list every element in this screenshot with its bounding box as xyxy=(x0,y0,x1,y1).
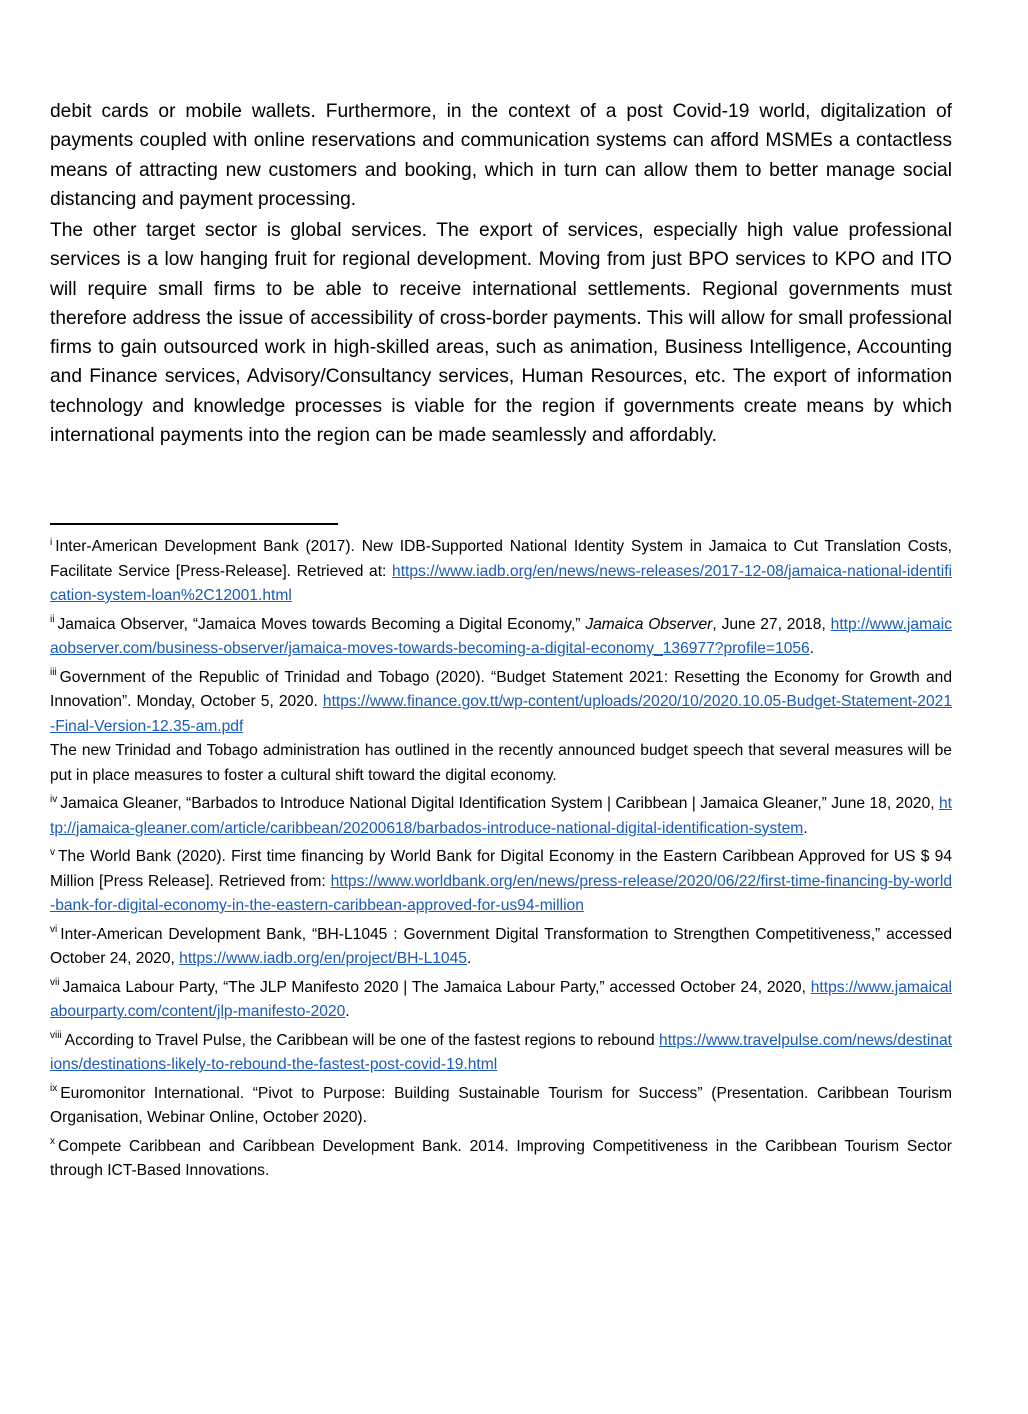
footnote-text: Jamaica Labour Party, “The JLP Manifesto 2020 | The Jamaica Labour Party,” accessed October 24, 2020, xyxy=(62,978,811,996)
footnote-note: The new Trinidad and Tobago administration has outlined in the recently announced budget speech that several measures will be put in place measures to foster a cultural shift toward the digital economy. xyxy=(50,742,952,784)
footnote-iv xyxy=(50,792,952,841)
footnote-text: , June 27, 2018, xyxy=(712,615,831,633)
footnote-link[interactable]: https://www.jamaicalabourparty.com/content/jlp-manifesto-2020 xyxy=(50,978,952,1020)
footnote-text: . xyxy=(466,950,472,967)
footnote-text: Compete Caribbean and Caribbean Development Bank. 2014. Improving Competitiveness in the Caribbean Tourism Sector through ICT-Based Innovations. xyxy=(50,1137,952,1179)
footnote-marker: viii xyxy=(50,1030,62,1042)
footnote-marker: i xyxy=(50,536,53,548)
footnote-marker: ii xyxy=(50,614,55,626)
footnote-link[interactable]: https://www.finance.gov.tt/wp-content/uploads/2020/10/2020.10.05-Budget-Statement-2021-Final-Version-12.35-am.pdf xyxy=(50,693,952,735)
footnote-marker: x xyxy=(50,1136,55,1148)
body-paragraph-1: debit cards or mobile wallets. Furthermore, in the context of a post Covid-19 world, digitalization of payments coupled with online reservations and communication systems can afford MSMEs a contactless means of attracting new customers and booking, which in turn can allow them to better manage social distancing and payment processing. xyxy=(50,101,952,210)
footnote-link[interactable]: https://www.travelpulse.com/news/destinations/destinations-likely-to-rebound-the-fastest-post-covid-19.html xyxy=(50,1031,952,1073)
footnote-link[interactable]: http://www.jamaicaobserver.com/business-observer/jamaica-moves-towards-becoming-a-digital-economy_136977?profile=1056 xyxy=(50,615,952,657)
footnote-text: . xyxy=(809,640,815,657)
footnote-text: The World Bank (2020). First time financing by World Bank for Digital Economy in the Eastern Caribbean Approved for US $ 94 Million [Press Release]. Retrieved from: xyxy=(50,848,952,890)
footnote-marker: iii xyxy=(50,667,57,679)
footnote-iii xyxy=(50,666,952,789)
footnote-v xyxy=(50,845,952,919)
footnote-text: Euromonitor International. “Pivot to Purpose: Building Sustainable Tourism for Success” (Presentation. Caribbean Tourism Organisation, Webinar Online, October 2020). xyxy=(50,1084,952,1126)
footnote-marker: ix xyxy=(50,1083,58,1095)
footnote-marker: iv xyxy=(50,793,58,805)
footnote-x xyxy=(50,1135,952,1184)
footnote-text: Government of the Republic of Trinidad and Tobago (2020). “Budget Statement 2021: Resetting the Economy for Growth and Innovation”. Monday, October 5, 2020. xyxy=(50,668,952,710)
footnote-vi xyxy=(50,923,952,972)
footnote-marker: v xyxy=(50,846,55,858)
footnote-link[interactable]: http://jamaica-gleaner.com/article/caribbean/20200618/barbados-introduce-national-digital-identification-system xyxy=(50,795,952,837)
footnotes-section xyxy=(50,535,952,1188)
footnote-marker: vii xyxy=(50,977,60,989)
footnote-link[interactable]: https://www.iadb.org/en/news/news-releases/2017-12-08/jamaica-national-identification-system-loan%2C12001.html xyxy=(50,562,952,604)
footnote-link[interactable]: https://www.worldbank.org/en/news/press-release/2020/06/22/first-time-financing-by-world-bank-for-digital-economy-in-the-eastern-caribbean-approved-for-us94-million xyxy=(50,872,952,914)
footnote-ix xyxy=(50,1082,952,1131)
footnote-link[interactable]: https://www.iadb.org/en/project/BH-L1045 xyxy=(179,950,467,967)
footnote-text: Inter-American Development Bank, “BH-L1045 : Government Digital Transformation to Strengthen Competitiveness,” accessed October 24, 2020, xyxy=(50,925,952,967)
footnote-text: . xyxy=(345,1003,350,1020)
footnote-text: Jamaica Observer, “Jamaica Moves towards Becoming a Digital Economy,” xyxy=(57,615,586,633)
footnote-text: Jamaica Gleaner, “Barbados to Introduce National Digital Identification System | Caribbean | Jamaica Gleaner,” June 18, 2020, xyxy=(60,795,939,812)
footnote-i xyxy=(50,535,952,609)
footnote-text: . xyxy=(803,819,808,837)
footnote-separator xyxy=(50,523,338,525)
footnote-ii xyxy=(50,613,952,662)
footnote-text: According to Travel Pulse, the Caribbean will be one of the fastest regions to rebound xyxy=(64,1031,660,1049)
footnote-text: Inter-American Development Bank (2017). New IDB-Supported National Identity System in Jamaica to Cut Translation Costs, Facilitate Service [Press-Release]. Retrieved at: xyxy=(50,538,952,580)
footnote-vii xyxy=(50,976,952,1025)
footnote-viii xyxy=(50,1029,952,1078)
footnote-marker: vi xyxy=(50,924,58,936)
body-paragraph-2: The other target sector is global services. The export of services, especially high value professional services is a low hanging fruit for regional development. Moving from just BPO services to KPO and ITO will require small firms to be able to receive international settlements. Regional governments must therefore address the issue of accessibility of cross-border payments. This will allow for small professional firms to gain outsourced work in high-skilled areas, such as animation, Business Intelligence, Accounting and Finance services, Advisory/Consultancy services, Human Resources, etc. The export of information technology and knowledge processes is viable for the region if governments create means by which international payments into the region can be made seamlessly and affordably. xyxy=(50,220,952,447)
footnote-italic-source: Jamaica Observer xyxy=(585,615,713,633)
